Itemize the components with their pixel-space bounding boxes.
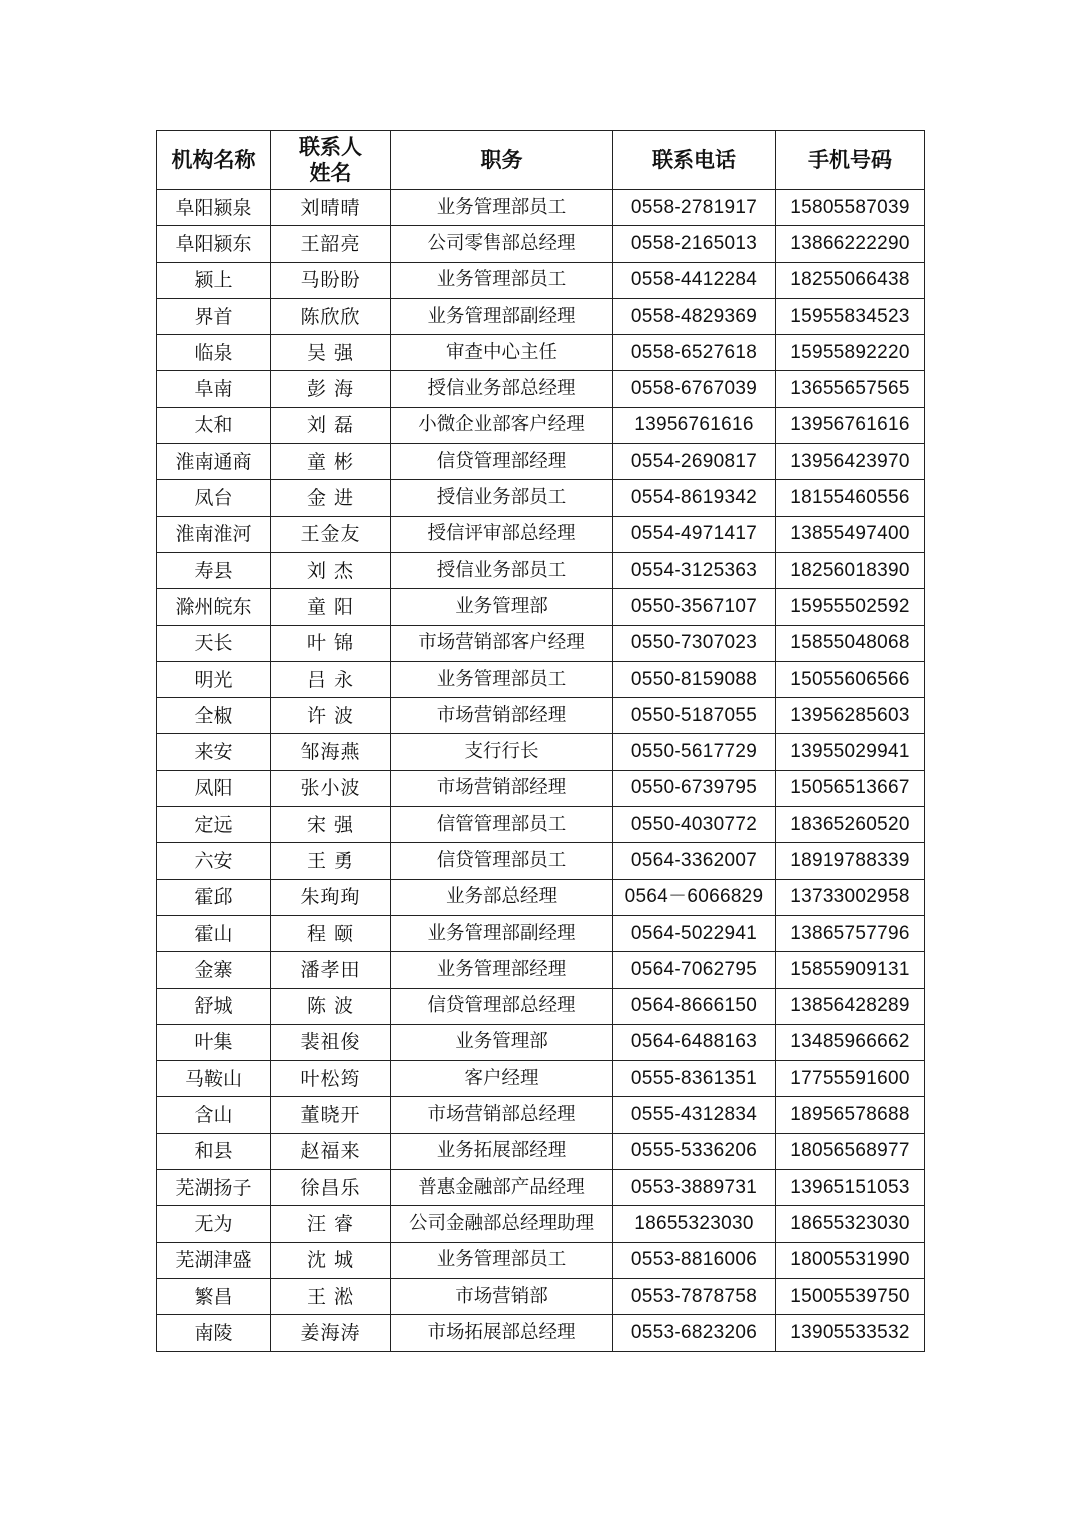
cell-mobile: 15055606566 (776, 661, 925, 697)
table-row (157, 190, 925, 226)
cell-contact-name: 姜海涛 (271, 1315, 391, 1351)
cell-mobile: 13905533532 (776, 1315, 925, 1351)
cell-title: 市场营销部经理 (391, 770, 613, 806)
cell-title: 市场营销部经理 (391, 698, 613, 734)
table-row (157, 988, 925, 1024)
cell-contact-name: 沈 城 (271, 1242, 391, 1278)
cell-org: 霍山 (157, 915, 271, 951)
cell-phone: 0555-8361351 (613, 1061, 776, 1097)
cell-contact-name: 叶 锦 (271, 625, 391, 661)
cell-org: 金寨 (157, 952, 271, 988)
cell-mobile: 18005531990 (776, 1242, 925, 1278)
cell-title: 授信业务部总经理 (391, 371, 613, 407)
cell-org: 太和 (157, 407, 271, 443)
table-row (157, 1024, 925, 1060)
cell-phone: 0558-6527618 (613, 335, 776, 371)
cell-title: 审查中心主任 (391, 335, 613, 371)
cell-title: 业务管理部员工 (391, 190, 613, 226)
cell-title: 业务管理部副经理 (391, 915, 613, 951)
cell-title: 普惠金融部产品经理 (391, 1170, 613, 1206)
cell-phone: 0554-3125363 (613, 552, 776, 588)
cell-title: 业务管理部员工 (391, 262, 613, 298)
cell-mobile: 18365260520 (776, 807, 925, 843)
cell-org: 全椒 (157, 698, 271, 734)
cell-org: 定远 (157, 807, 271, 843)
cell-org: 天长 (157, 625, 271, 661)
cell-org: 叶集 (157, 1024, 271, 1060)
cell-mobile: 13866222290 (776, 226, 925, 262)
header-mobile: 手机号码 (776, 131, 925, 190)
table-row (157, 335, 925, 371)
cell-title: 小微企业部客户经理 (391, 407, 613, 443)
cell-mobile: 13956285603 (776, 698, 925, 734)
cell-org: 马鞍山 (157, 1061, 271, 1097)
table-row (157, 1278, 925, 1314)
table-row (157, 807, 925, 843)
cell-phone: 0553-3889731 (613, 1170, 776, 1206)
cell-title: 授信业务部员工 (391, 480, 613, 516)
table-row (157, 661, 925, 697)
cell-phone: 0558-4829369 (613, 298, 776, 334)
cell-contact-name: 汪 睿 (271, 1206, 391, 1242)
cell-contact-name: 刘 杰 (271, 552, 391, 588)
cell-org: 六安 (157, 843, 271, 879)
cell-contact-name: 董晓开 (271, 1097, 391, 1133)
cell-contact-name: 邹海燕 (271, 734, 391, 770)
table-row (157, 444, 925, 480)
cell-mobile: 13956423970 (776, 444, 925, 480)
table-header (157, 131, 925, 190)
header-row (157, 131, 925, 190)
cell-phone: 0558-2165013 (613, 226, 776, 262)
cell-phone: 0553-6823206 (613, 1315, 776, 1351)
table-row (157, 480, 925, 516)
cell-contact-name: 陈欣欣 (271, 298, 391, 334)
table-row (157, 226, 925, 262)
table-row (157, 734, 925, 770)
cell-phone: 13956761616 (613, 407, 776, 443)
cell-phone: 0550-8159088 (613, 661, 776, 697)
cell-contact-name: 叶松筠 (271, 1061, 391, 1097)
cell-contact-name: 吕 永 (271, 661, 391, 697)
cell-contact-name: 王韶亮 (271, 226, 391, 262)
cell-title: 业务管理部 (391, 589, 613, 625)
table-row (157, 770, 925, 806)
cell-contact-name: 程 颐 (271, 915, 391, 951)
table-row (157, 552, 925, 588)
cell-org: 淮南淮河 (157, 516, 271, 552)
table-row (157, 407, 925, 443)
cell-mobile: 13485966662 (776, 1024, 925, 1060)
cell-contact-name: 刘晴晴 (271, 190, 391, 226)
table-row (157, 915, 925, 951)
cell-title: 支行行长 (391, 734, 613, 770)
cell-phone: 0564－6066829 (613, 879, 776, 915)
cell-phone: 0555-4312834 (613, 1097, 776, 1133)
header-contact-line2: 姓名 (309, 161, 352, 185)
table-row (157, 1206, 925, 1242)
cell-org: 来安 (157, 734, 271, 770)
cell-title: 业务管理部经理 (391, 952, 613, 988)
cell-org: 无为 (157, 1206, 271, 1242)
cell-phone: 0564-5022941 (613, 915, 776, 951)
cell-org: 颍上 (157, 262, 271, 298)
cell-title: 业务管理部员工 (391, 1242, 613, 1278)
cell-title: 业务拓展部经理 (391, 1133, 613, 1169)
header-contact-line1: 联系人 (299, 135, 362, 159)
cell-contact-name: 王 勇 (271, 843, 391, 879)
cell-mobile: 13733002958 (776, 879, 925, 915)
header-title: 职务 (391, 131, 613, 190)
cell-mobile: 18956578688 (776, 1097, 925, 1133)
cell-org: 临泉 (157, 335, 271, 371)
cell-mobile: 18056568977 (776, 1133, 925, 1169)
cell-phone: 0564-7062795 (613, 952, 776, 988)
cell-title: 业务管理部副经理 (391, 298, 613, 334)
cell-org: 滁州皖东 (157, 589, 271, 625)
cell-phone: 0558-2781917 (613, 190, 776, 226)
cell-phone: 0550-4030772 (613, 807, 776, 843)
cell-mobile: 15805587039 (776, 190, 925, 226)
cell-mobile: 18919788339 (776, 843, 925, 879)
cell-title: 客户经理 (391, 1061, 613, 1097)
cell-org: 寿县 (157, 552, 271, 588)
cell-title: 授信业务部员工 (391, 552, 613, 588)
cell-org: 明光 (157, 661, 271, 697)
cell-title: 市场营销部客户经理 (391, 625, 613, 661)
cell-mobile: 18256018390 (776, 552, 925, 588)
cell-mobile: 13865757796 (776, 915, 925, 951)
cell-contact-name: 童 阳 (271, 589, 391, 625)
header-org: 机构名称 (157, 131, 271, 190)
cell-phone: 0553-8816006 (613, 1242, 776, 1278)
cell-title: 市场营销部 (391, 1278, 613, 1314)
cell-phone: 0554-8619342 (613, 480, 776, 516)
cell-title: 市场拓展部总经理 (391, 1315, 613, 1351)
table-row (157, 879, 925, 915)
cell-mobile: 13955029941 (776, 734, 925, 770)
cell-title: 信贷管理部总经理 (391, 988, 613, 1024)
cell-phone: 0554-2690817 (613, 444, 776, 480)
cell-phone: 0564-6488163 (613, 1024, 776, 1060)
cell-org: 和县 (157, 1133, 271, 1169)
cell-title: 公司金融部总经理助理 (391, 1206, 613, 1242)
cell-contact-name: 吴 强 (271, 335, 391, 371)
cell-mobile: 15955834523 (776, 298, 925, 334)
cell-title: 业务管理部 (391, 1024, 613, 1060)
contact-table (156, 130, 925, 1352)
cell-org: 繁昌 (157, 1278, 271, 1314)
cell-contact-name: 刘 磊 (271, 407, 391, 443)
table-row (157, 1315, 925, 1351)
cell-org: 芜湖津盛 (157, 1242, 271, 1278)
cell-phone: 0564-8666150 (613, 988, 776, 1024)
cell-org: 阜阳颍东 (157, 226, 271, 262)
cell-mobile: 13956761616 (776, 407, 925, 443)
cell-phone: 0558-4412284 (613, 262, 776, 298)
cell-org: 阜南 (157, 371, 271, 407)
cell-org: 霍邱 (157, 879, 271, 915)
cell-phone: 0553-7878758 (613, 1278, 776, 1314)
cell-phone: 18655323030 (613, 1206, 776, 1242)
table-row (157, 698, 925, 734)
cell-org: 界首 (157, 298, 271, 334)
cell-contact-name: 潘孝田 (271, 952, 391, 988)
cell-mobile: 17755591600 (776, 1061, 925, 1097)
cell-title: 业务管理部员工 (391, 661, 613, 697)
cell-org: 南陵 (157, 1315, 271, 1351)
table-row (157, 516, 925, 552)
cell-contact-name: 王 淞 (271, 1278, 391, 1314)
cell-org: 凤台 (157, 480, 271, 516)
cell-phone: 0550-6739795 (613, 770, 776, 806)
cell-title: 信贷管理部经理 (391, 444, 613, 480)
table-row (157, 1097, 925, 1133)
table-row (157, 1133, 925, 1169)
cell-contact-name: 金 进 (271, 480, 391, 516)
cell-mobile: 18155460556 (776, 480, 925, 516)
cell-title: 信贷管理部员工 (391, 843, 613, 879)
cell-contact-name: 王金友 (271, 516, 391, 552)
table-row (157, 1170, 925, 1206)
table-row (157, 1061, 925, 1097)
cell-contact-name: 马盼盼 (271, 262, 391, 298)
cell-phone: 0550-5187055 (613, 698, 776, 734)
header-phone: 联系电话 (613, 131, 776, 190)
cell-contact-name: 彭 海 (271, 371, 391, 407)
table-row (157, 625, 925, 661)
table-row (157, 262, 925, 298)
cell-contact-name: 宋 强 (271, 807, 391, 843)
table-row (157, 843, 925, 879)
cell-org: 芜湖扬子 (157, 1170, 271, 1206)
cell-contact-name: 裴祖俊 (271, 1024, 391, 1060)
cell-mobile: 13855497400 (776, 516, 925, 552)
table-row (157, 298, 925, 334)
cell-contact-name: 朱珣珣 (271, 879, 391, 915)
cell-org: 舒城 (157, 988, 271, 1024)
cell-org: 阜阳颍泉 (157, 190, 271, 226)
cell-mobile: 13965151053 (776, 1170, 925, 1206)
cell-title: 公司零售部总经理 (391, 226, 613, 262)
cell-phone: 0550-7307023 (613, 625, 776, 661)
header-contact (271, 131, 391, 190)
cell-contact-name: 陈 波 (271, 988, 391, 1024)
cell-title: 授信评审部总经理 (391, 516, 613, 552)
cell-contact-name: 张小波 (271, 770, 391, 806)
table-row (157, 589, 925, 625)
cell-phone: 0558-6767039 (613, 371, 776, 407)
cell-contact-name: 童 彬 (271, 444, 391, 480)
cell-title: 市场营销部总经理 (391, 1097, 613, 1133)
table-row (157, 1242, 925, 1278)
cell-mobile: 18255066438 (776, 262, 925, 298)
cell-title: 信管管理部员工 (391, 807, 613, 843)
cell-phone: 0550-3567107 (613, 589, 776, 625)
cell-mobile: 15855048068 (776, 625, 925, 661)
table-body (157, 190, 925, 1352)
cell-org: 凤阳 (157, 770, 271, 806)
cell-mobile: 15056513667 (776, 770, 925, 806)
cell-mobile: 13856428289 (776, 988, 925, 1024)
cell-mobile: 13655657565 (776, 371, 925, 407)
cell-org: 淮南通商 (157, 444, 271, 480)
cell-contact-name: 徐昌乐 (271, 1170, 391, 1206)
cell-title: 业务部总经理 (391, 879, 613, 915)
cell-mobile: 18655323030 (776, 1206, 925, 1242)
table-row (157, 952, 925, 988)
cell-mobile: 15955892220 (776, 335, 925, 371)
cell-contact-name: 赵福来 (271, 1133, 391, 1169)
cell-mobile: 15005539750 (776, 1278, 925, 1314)
cell-mobile: 15855909131 (776, 952, 925, 988)
cell-phone: 0555-5336206 (613, 1133, 776, 1169)
cell-phone: 0550-5617729 (613, 734, 776, 770)
cell-contact-name: 许 波 (271, 698, 391, 734)
cell-phone: 0564-3362007 (613, 843, 776, 879)
table-row (157, 371, 925, 407)
cell-org: 含山 (157, 1097, 271, 1133)
cell-mobile: 15955502592 (776, 589, 925, 625)
cell-phone: 0554-4971417 (613, 516, 776, 552)
